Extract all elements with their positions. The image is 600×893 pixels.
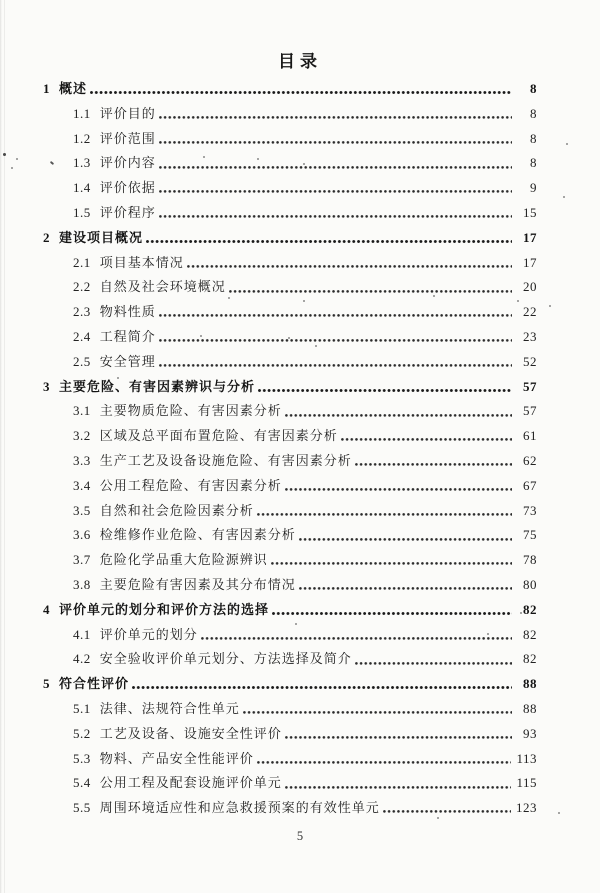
toc-entry [43, 350, 537, 375]
noise-speck [315, 345, 317, 347]
toc-entry [43, 672, 537, 697]
toc-entry-label: 主要危险有害因素及其分布情况 [99, 576, 296, 592]
toc-entry-number: 5.1 [73, 700, 91, 716]
toc-entry [43, 151, 537, 176]
noise-speck [520, 612, 522, 614]
noise-speck [566, 143, 568, 145]
toc-entry [43, 722, 537, 747]
toc-entry-label: 评价程序 [99, 204, 156, 220]
toc-leader-dots [159, 176, 512, 201]
noise-speck [200, 335, 202, 337]
toc-entry-number: 3.8 [73, 576, 91, 592]
toc-page-number: 82 [523, 651, 537, 667]
toc-leader-dots [257, 499, 512, 524]
toc-entry-number: 1.1 [73, 105, 91, 121]
toc-entry-number: 5.3 [73, 750, 91, 766]
toc-entry-number: 3.6 [73, 527, 91, 543]
toc-page-number: 82 [523, 601, 537, 617]
toc-entry-label: 评价单元的划分和评价方法的选择 [59, 601, 270, 617]
toc-entry [43, 647, 537, 672]
toc-entry [43, 77, 537, 102]
toc-entry-label: 主要物质危险、有害因素分析 [99, 403, 282, 419]
toc-page-number: 73 [523, 502, 537, 518]
toc-page-number: 57 [523, 378, 537, 394]
toc-entry-label: 区域及总平面布置危险、有害因素分析 [99, 428, 338, 444]
toc-entry [43, 300, 537, 325]
toc-entry-number: 2.2 [73, 279, 91, 295]
toc-leader-dots [285, 771, 512, 796]
noise-speck [433, 295, 435, 297]
toc-leader-dots [341, 424, 512, 449]
noise-speck [549, 305, 551, 307]
toc-page-number: 123 [516, 800, 537, 816]
toc-page-number: 17 [523, 254, 537, 270]
toc-entry-number: 5 [43, 676, 50, 692]
noise-speck [437, 817, 439, 819]
toc-leader-dots [159, 201, 512, 226]
toc-entry-number: 1.4 [73, 180, 91, 196]
toc-page-number: 62 [523, 452, 537, 468]
noise-speck [117, 377, 119, 379]
toc-page-number: 88 [523, 676, 537, 692]
toc-leader-dots [159, 350, 512, 375]
toc-page-number: 15 [523, 204, 537, 220]
toc-entry-number: 3.3 [73, 452, 91, 468]
toc-page-number: 23 [523, 328, 537, 344]
toc-entry [43, 499, 537, 524]
toc-entry-number: 1.5 [73, 204, 91, 220]
toc-entry [43, 251, 537, 276]
toc-entry [43, 548, 537, 573]
toc-entry-label: 周围环境适应性和应急救援预案的有效性单元 [99, 800, 380, 816]
toc-leader-dots [257, 747, 512, 772]
toc-entry [43, 275, 537, 300]
toc-page-number: 8 [530, 130, 537, 146]
toc-leader-dots [285, 474, 512, 499]
toc-entry-label: 安全验收评价单元划分、方法选择及简介 [99, 651, 352, 667]
toc-leader-dots [271, 548, 512, 573]
noise-speck [487, 633, 489, 635]
toc-page-number: 93 [523, 725, 537, 741]
toc-entry [43, 573, 537, 598]
toc-entry-number: 3.4 [73, 477, 91, 493]
noise-speck [288, 337, 290, 339]
toc-leader-dots [159, 300, 512, 325]
toc-page-number: 75 [523, 527, 537, 543]
toc-leader-dots [146, 226, 512, 251]
toc-leader-dots [383, 796, 511, 821]
toc-leader-dots [90, 77, 512, 102]
toc-page-number: 61 [523, 428, 537, 444]
toc-entry [43, 226, 537, 251]
toc-leader-dots [243, 697, 512, 722]
toc-leader-dots [159, 151, 512, 176]
toc-entry-label: 安全管理 [99, 353, 156, 369]
noise-speck [257, 158, 259, 160]
toc-entry [43, 623, 537, 648]
scan-edge-shadow [0, 0, 2, 893]
toc-entry-label: 概述 [59, 81, 88, 96]
toc-entry [43, 474, 537, 499]
toc-page-number: 113 [516, 750, 537, 766]
toc-page-number: 17 [523, 229, 537, 245]
noise-speck [3, 153, 6, 156]
toc-leader-dots [258, 375, 512, 400]
toc-entry [43, 523, 537, 548]
toc-entry [43, 747, 537, 772]
toc-entry [43, 598, 537, 623]
toc-entry [43, 127, 537, 152]
toc-entry-number: 1.3 [73, 155, 91, 171]
toc-page-number: 88 [523, 700, 537, 716]
footer-page-number: 5 [296, 829, 304, 843]
toc-page-number: 52 [523, 353, 537, 369]
toc-page-number: 82 [523, 626, 537, 642]
toc-page-number: 22 [523, 304, 537, 320]
toc-entry-label: 公用工程及配套设施评价单元 [99, 775, 282, 791]
toc-entry [43, 201, 537, 226]
noise-speck [303, 300, 305, 302]
toc-entry [43, 796, 537, 821]
toc-leader-dots [285, 399, 512, 424]
toc-entry-label: 自然和社会危险因素分析 [99, 502, 254, 518]
toc-page-number: 8 [530, 155, 537, 171]
toc-page-number: 57 [523, 403, 537, 419]
toc-leader-dots [159, 127, 512, 152]
toc-page-number: 115 [516, 775, 537, 791]
noise-speck [517, 300, 519, 302]
toc-entry-number: 2.5 [73, 353, 91, 369]
toc-entry-label: 符合性评价 [59, 676, 130, 692]
toc-entry-number: 2 [43, 229, 50, 245]
toc-page-number: 20 [523, 279, 537, 295]
toc-leader-dots [229, 275, 512, 300]
toc-entry [43, 449, 537, 474]
toc-entry-number: 3.1 [73, 403, 91, 419]
toc-entry-label: 危险化学品重大危险源辨识 [99, 552, 268, 568]
toc-entry [43, 176, 537, 201]
toc-page-number: 8 [530, 81, 537, 96]
toc-entry-label: 自然及社会环境概况 [99, 279, 226, 295]
toc-page-number: 78 [523, 552, 537, 568]
toc-entry [43, 399, 537, 424]
toc-leader-dots [355, 449, 512, 474]
toc-entry-label: 评价内容 [99, 155, 156, 171]
toc-entry [43, 771, 537, 796]
toc-entry-label: 评价依据 [99, 180, 156, 196]
toc-entry-number: 5.2 [73, 725, 91, 741]
toc-leader-dots [159, 325, 512, 350]
toc-entry-label: 法律、法规符合性单元 [99, 700, 240, 716]
toc-entry-number: 3 [43, 378, 50, 394]
toc-entry-number: 5.4 [73, 775, 91, 791]
toc-entry [43, 697, 537, 722]
noise-speck [228, 297, 230, 299]
toc-leader-dots [355, 647, 512, 672]
toc-entry [43, 102, 537, 127]
toc-entry-label: 公用工程危险、有害因素分析 [99, 477, 282, 493]
toc-leader-dots [299, 573, 512, 598]
toc-leader-dots [201, 623, 512, 648]
toc-entry-label: 建设项目概况 [59, 229, 144, 245]
toc-entry-label: 生产工艺及设备设施危险、有害因素分析 [99, 452, 352, 468]
toc-page-number: 9 [530, 180, 537, 196]
toc-leader-dots [159, 102, 512, 127]
toc-leader-dots [272, 598, 512, 623]
toc-entry-label: 评价目的 [99, 105, 156, 121]
toc-entry-number: 5.5 [73, 800, 91, 816]
toc-page-number: 80 [523, 576, 537, 592]
noise-speck [563, 196, 565, 198]
toc-entry-number: 1.2 [73, 130, 91, 146]
noise-speck [11, 167, 13, 169]
toc-entry-number: 2.1 [73, 254, 91, 270]
toc-entry-label: 主要危险、有害因素辨识与分析 [59, 378, 256, 394]
noise-speck [16, 158, 18, 160]
noise-speck [558, 812, 560, 814]
toc-entry-number: 2.3 [73, 304, 91, 320]
toc-leader-dots [285, 722, 512, 747]
toc-entry-number: 3.5 [73, 502, 91, 518]
toc-list [43, 77, 537, 821]
page-title: 目录 [278, 52, 322, 71]
toc-entry [43, 424, 537, 449]
toc-entry-label: 检维修作业危险、有害因素分析 [99, 527, 296, 543]
toc-page-number: 67 [523, 477, 537, 493]
toc-entry-label: 物料性质 [99, 304, 156, 320]
toc-entry-label: 评价范围 [99, 130, 156, 146]
scan-edge-line [4, 0, 5, 893]
toc-entry [43, 325, 537, 350]
toc-entry-label: 工程简介 [99, 328, 156, 344]
toc-entry-number: 4.1 [73, 626, 91, 642]
toc-leader-dots [299, 523, 512, 548]
toc-leader-dots [132, 672, 512, 697]
noise-speck [295, 623, 297, 625]
toc-entry-label: 项目基本情况 [99, 254, 184, 270]
toc-page-number: 8 [530, 105, 537, 121]
noise-speck [203, 156, 205, 158]
toc-entry-number: 3.2 [73, 428, 91, 444]
toc-entry-number: 2.4 [73, 328, 91, 344]
toc-entry-number: 3.7 [73, 552, 91, 568]
noise-speck [303, 163, 305, 165]
toc-entry-label: 评价单元的划分 [99, 626, 198, 642]
toc-entry-label: 工艺及设备、设施安全性评价 [99, 725, 282, 741]
toc-entry-number: 1 [43, 81, 50, 96]
toc-entry-label: 物料、产品安全性能评价 [99, 750, 254, 766]
toc-entry-number: 4.2 [73, 651, 91, 667]
toc-entry-number: 4 [43, 601, 50, 617]
toc-leader-dots [187, 251, 512, 276]
